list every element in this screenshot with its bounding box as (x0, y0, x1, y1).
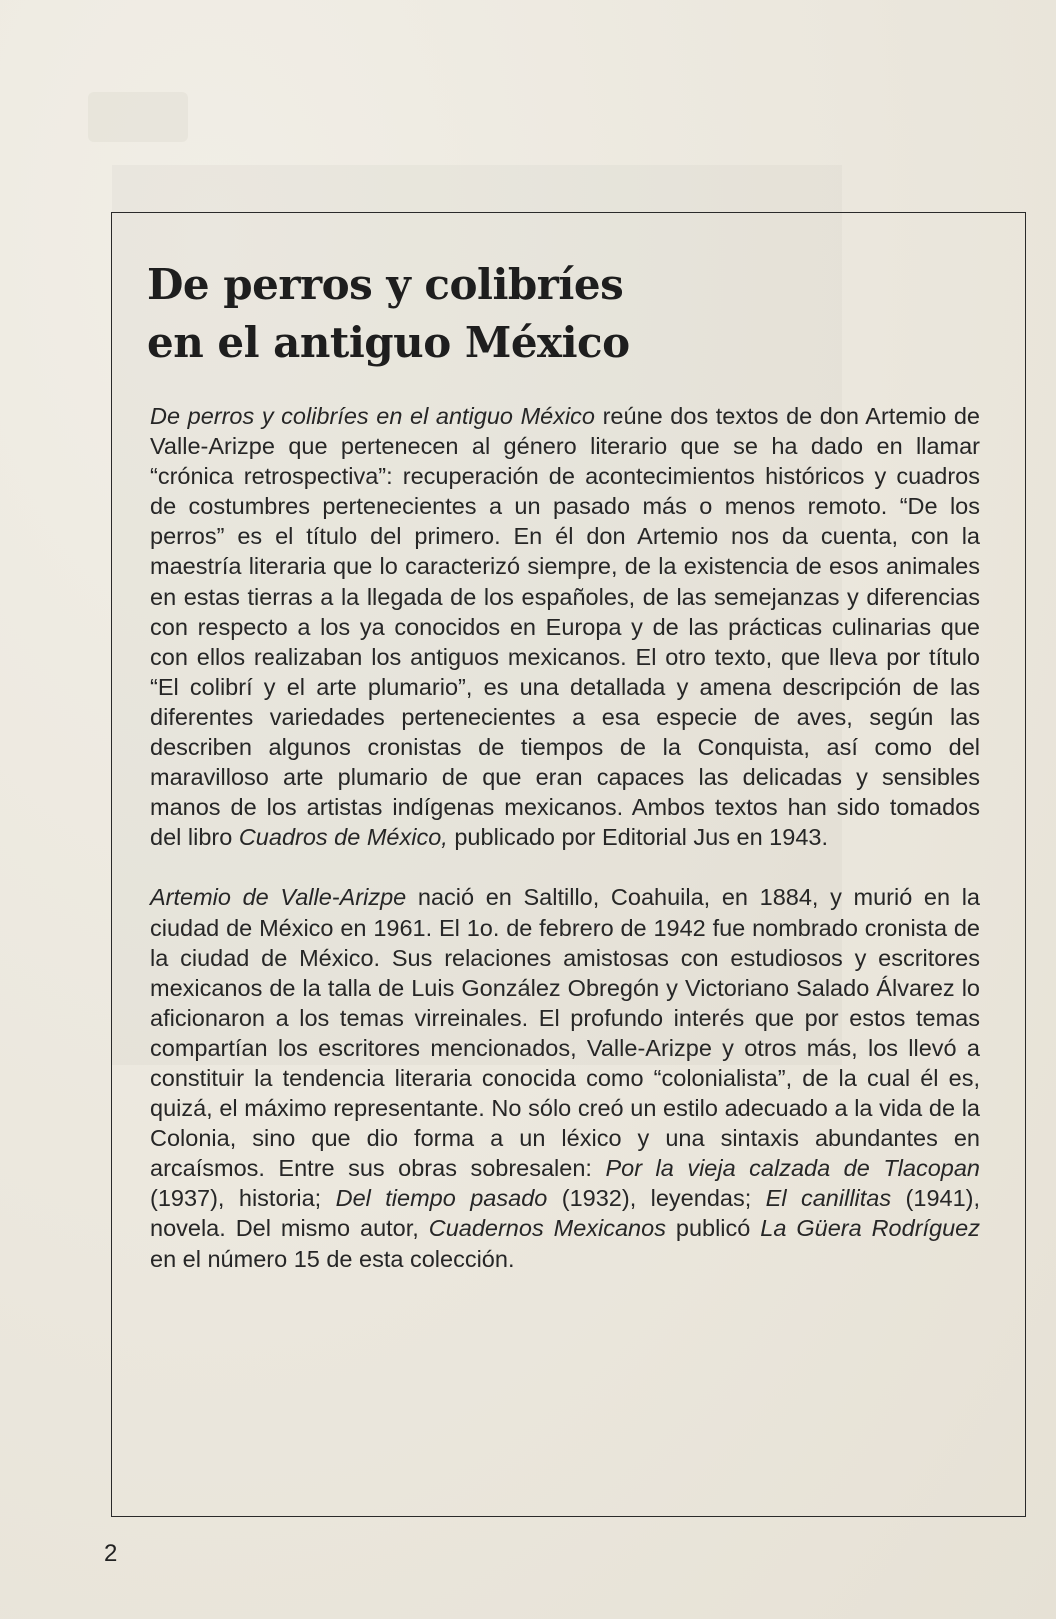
book-title-italic: De perros y colibríes en el antiguo México (150, 403, 596, 429)
work-title-italic: El canillitas (765, 1185, 892, 1212)
paragraph-author-biography: Artemio de Valle-Arizpe nació en Saltillo, Coahuila, en 1884, y murió en la ciudad de México en 1961. El 1o. de febrero de 1942 fue nombrado cronista de la ciudad de México. Sus relaciones amistosas con estudiosos y escritores mexicanos de la talla de Luis González Obregón y Victoriano Salado Álvarez lo aficionaron a los temas virreinales. El profundo interés que por estos temas compartían los escritores mencionados, Valle-Arizpe y otros más, los llevó a constituir la tendencia literaria conocida como “colonialista”, de la cual él es, quizá, el máximo representante. No sólo creó un estilo adecuado a la vida de la Colonia, sino que dio forma a un léxico y una sintaxis abundantes en arcaísmos. Entre sus obras sobresalen: Por la vieja calzada de Tlacopan (1937), historia; Del tiempo pasado (1932), leyendas; El canillitas (1941), novela. Del mismo autor, Cuadernos Mexicanos publicó La Güera Rodríguez en el número 15 de esta colección. (150, 884, 981, 1272)
page-title (147, 256, 630, 372)
show-through-logo (88, 92, 188, 142)
work-title-italic: La Güera Rodríguez (760, 1215, 981, 1242)
title-line-1: De perros y colibríes (147, 260, 624, 309)
title-line-2: en el antiguo México (147, 318, 630, 367)
work-title-italic: Por la vieja calzada de Tlacopan (605, 1155, 980, 1182)
page-number: 2 (104, 1540, 118, 1567)
source-book-italic: Cuadros de México, (238, 824, 448, 851)
series-title-italic: Cuadernos Mexicanos (428, 1215, 666, 1242)
author-name-italic: Artemio de Valle-Arizpe (150, 884, 407, 911)
body-text (150, 401, 980, 1274)
paragraph-book-description: De perros y colibríes en el antiguo México reúne dos textos de don Artemio de Valle-Arizpe que pertenecen al género literario que se ha dado en llamar “crónica retrospectiva”: recuperación de acontecimientos históricos y cuadros de costumbres pertenecientes a un pasado más o menos remoto. “De los perros” es el título del primero. En él don Artemio nos da cuenta, con la maestría literaria que lo caracterizó siempre, de la existencia de esos animales en estas tierras a la llegada de los españoles, de las semejanzas y diferencias con respecto a los ya conocidos en Europa y de las prácticas culinarias que con ellos realizaban los antiguos mexicanos. El otro texto, que lleva por título “El colibrí y el arte plumario”, es una detallada y amena descripción de las diferentes variedades pertenecientes a esa especie de aves, según las describen algunos cronistas de tiempos de la Conquista, así como del maravilloso arte plumario de que eran capaces las delicadas y sensibles manos de los artistas indígenas mexicanos. Ambos textos han sido tomados del libro Cuadros de México, publicado por Editorial Jus en 1943. (150, 403, 980, 851)
work-title-italic: Del tiempo pasado (335, 1185, 548, 1212)
